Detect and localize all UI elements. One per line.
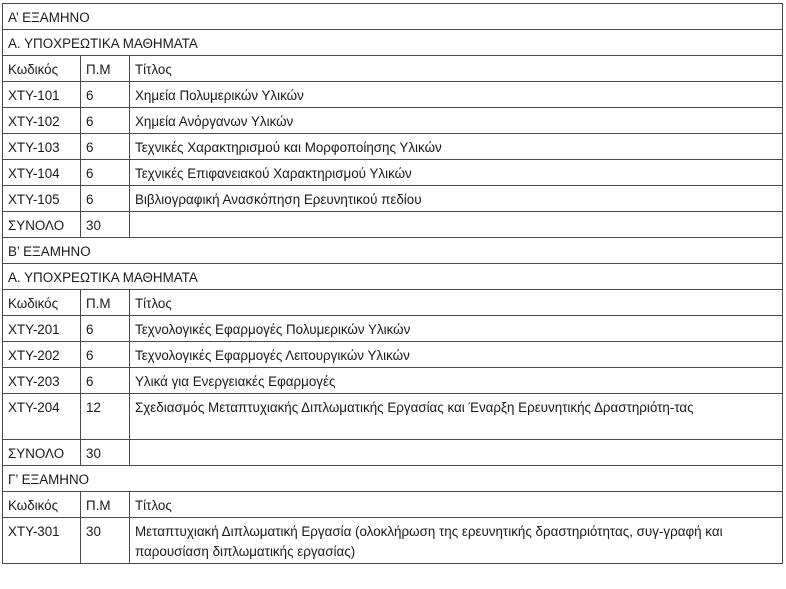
column-header-title: Τίτλος — [130, 290, 783, 316]
semester-heading: Α’ ΕΞΑΜΗΝΟ — [3, 4, 783, 30]
semester-heading: Γ’ ΕΞΑΜΗΝΟ — [3, 466, 783, 492]
curriculum-table — [2, 3, 783, 564]
column-header-title: Τίτλος — [130, 56, 783, 82]
course-code: ΧΤΥ-301 — [3, 518, 81, 564]
course-code: ΧΤΥ-104 — [3, 160, 81, 186]
table-row — [3, 186, 783, 212]
course-title: Μεταπτυχιακή Διπλωματική Εργασία (ολοκλήρωση της ερευνητικής δραστηριότητας, συγ-γραφή και παρουσίαση διπλωματικής εργασίας) — [130, 518, 783, 564]
column-header-credits: Π.Μ — [81, 56, 130, 82]
total-empty-cell — [130, 440, 783, 466]
table-row — [3, 160, 783, 186]
table-row — [3, 342, 783, 368]
column-header-code: Κωδικός — [3, 56, 81, 82]
course-code: ΧΤΥ-204 — [3, 394, 81, 440]
course-code: ΧΤΥ-103 — [3, 134, 81, 160]
course-code: ΧΤΥ-202 — [3, 342, 81, 368]
course-title: Χημεία Ανόργανων Υλικών — [130, 108, 783, 134]
course-credits: 30 — [81, 518, 130, 564]
course-title: Σχεδιασμός Μεταπτυχιακής Διπλωματικής Εργασίας και Έναρξη Ερευνητικής Δραστηριότη-τας — [130, 394, 783, 440]
course-category: Α. ΥΠΟΧΡΕΩΤΙΚΑ ΜΑΘΗΜΑΤΑ — [3, 264, 783, 290]
table-row — [3, 368, 783, 394]
course-credits: 6 — [81, 342, 130, 368]
course-category: Α. ΥΠΟΧΡΕΩΤΙΚΑ ΜΑΘΗΜΑΤΑ — [3, 30, 783, 56]
semester-b-total-row — [3, 440, 783, 466]
semester-b-heading-row — [3, 238, 783, 264]
column-header-code: Κωδικός — [3, 290, 81, 316]
total-empty-cell — [130, 212, 783, 238]
semester-b-header-row — [3, 290, 783, 316]
course-code: ΧΤΥ-101 — [3, 82, 81, 108]
column-header-title: Τίτλος — [130, 492, 783, 518]
course-title: Τεχνικές Επιφανειακού Χαρακτηρισμού Υλικών — [130, 160, 783, 186]
course-credits: 6 — [81, 186, 130, 212]
table-row — [3, 518, 783, 564]
course-title: Υλικά για Ενεργειακές Εφαρμογές — [130, 368, 783, 394]
column-header-credits: Π.Μ — [81, 290, 130, 316]
total-label: ΣΥΝΟΛΟ — [3, 212, 81, 238]
table-row — [3, 394, 783, 440]
semester-a-header-row — [3, 56, 783, 82]
course-code: ΧΤΥ-201 — [3, 316, 81, 342]
course-code: ΧΤΥ-203 — [3, 368, 81, 394]
course-credits: 6 — [81, 368, 130, 394]
course-credits: 12 — [81, 394, 130, 440]
course-credits: 6 — [81, 134, 130, 160]
total-label: ΣΥΝΟΛΟ — [3, 440, 81, 466]
semester-b-category-row — [3, 264, 783, 290]
course-title: Βιβλιογραφική Ανασκόπηση Ερευνητικού πεδίου — [130, 186, 783, 212]
table-row — [3, 316, 783, 342]
table-row — [3, 134, 783, 160]
total-value: 30 — [81, 440, 130, 466]
semester-a-total-row — [3, 212, 783, 238]
semester-a-heading-row — [3, 4, 783, 30]
column-header-code: Κωδικός — [3, 492, 81, 518]
course-credits: 6 — [81, 108, 130, 134]
course-title: Τεχνικές Χαρακτηρισμού και Μορφοποίησης Υλικών — [130, 134, 783, 160]
course-title: Χημεία Πολυμερικών Υλικών — [130, 82, 783, 108]
course-credits: 6 — [81, 160, 130, 186]
semester-a-category-row — [3, 30, 783, 56]
course-credits: 6 — [81, 82, 130, 108]
course-code: ΧΤΥ-102 — [3, 108, 81, 134]
semester-c-heading-row — [3, 466, 783, 492]
semester-heading: Β’ ΕΞΑΜΗΝΟ — [3, 238, 783, 264]
table-row — [3, 82, 783, 108]
table-row — [3, 108, 783, 134]
semester-c-header-row — [3, 492, 783, 518]
course-title: Τεχνολογικές Εφαρμογές Πολυμερικών Υλικών — [130, 316, 783, 342]
course-code: ΧΤΥ-105 — [3, 186, 81, 212]
course-credits: 6 — [81, 316, 130, 342]
column-header-credits: Π.Μ — [81, 492, 130, 518]
total-value: 30 — [81, 212, 130, 238]
course-title: Τεχνολογικές Εφαρμογές Λειτουργικών Υλικών — [130, 342, 783, 368]
